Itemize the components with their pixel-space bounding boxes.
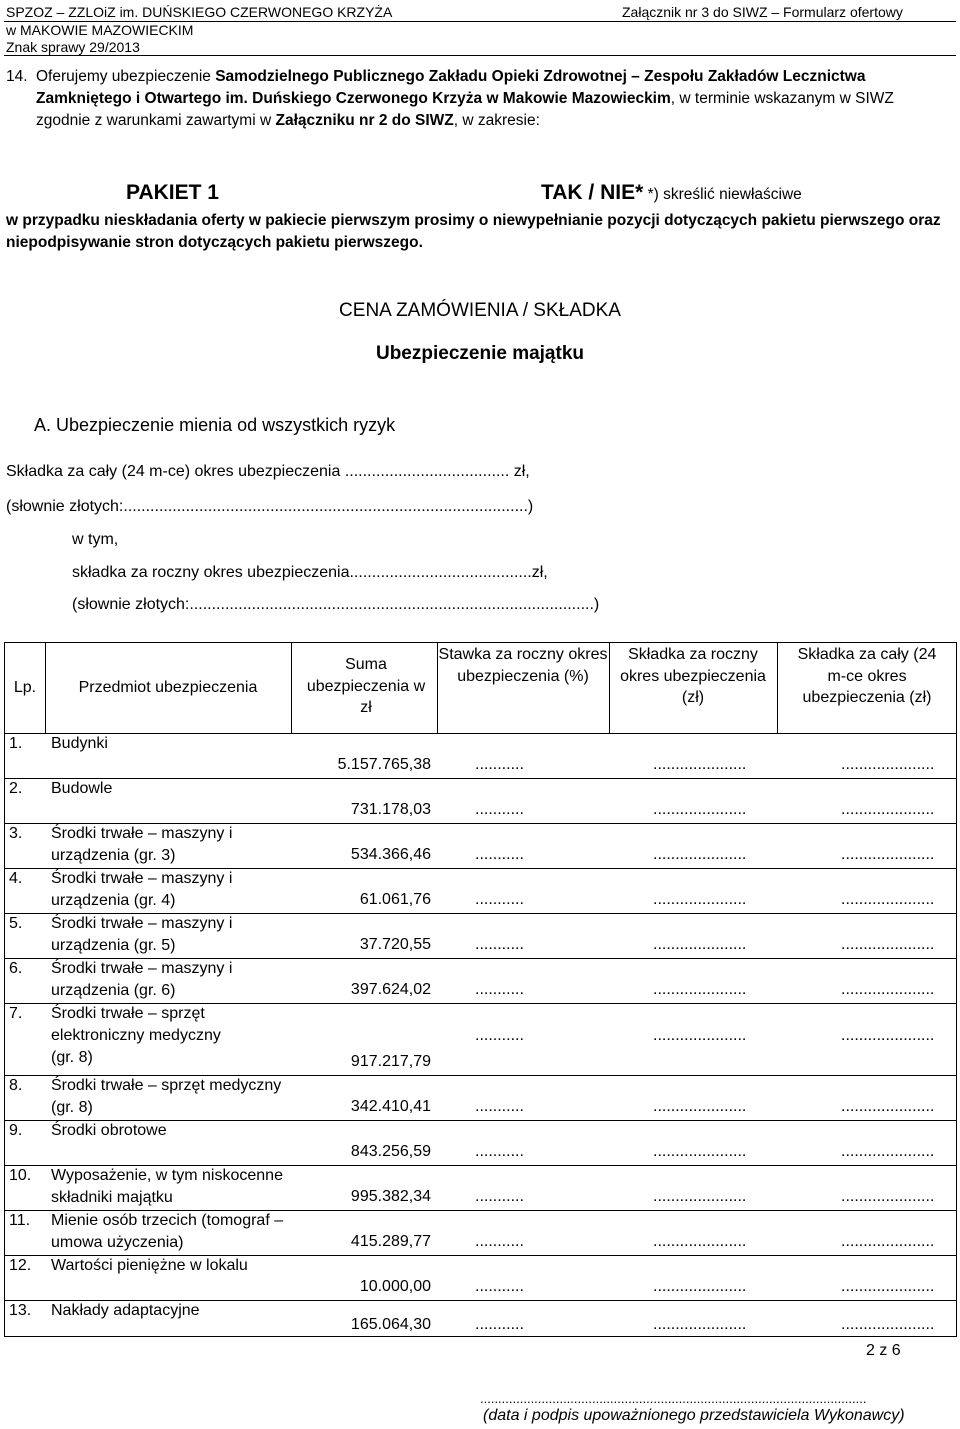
row-subject-line1: Środki trwałe – maszyny i bbox=[51, 870, 233, 887]
row-rate-blank: ........... bbox=[475, 846, 524, 863]
package-warning: w przypadku nieskładania oferty w pakiecie pierwszym prosimy o niewypełnianie pozycji dotyczących pakietu pierwszego oraz niepodpisywanie stron dotyczących pakietu pierwszego. bbox=[6, 212, 941, 251]
row-total-blank: ..................... bbox=[841, 891, 935, 908]
row-rate-blank: ........... bbox=[475, 1143, 524, 1160]
row-subject-line1: Środki trwałe – sprzęt medyczny bbox=[51, 1077, 282, 1094]
row-sum: 415.289,77 bbox=[350, 1233, 431, 1250]
row-sum: 165.064,30 bbox=[350, 1316, 431, 1333]
row-rate-blank: ........... bbox=[475, 801, 524, 818]
row-subject-line1: Budowle bbox=[51, 780, 113, 797]
row-lp: 12. bbox=[9, 1257, 32, 1274]
row-lp: 3. bbox=[9, 825, 23, 842]
row-sum: 61.061,76 bbox=[359, 891, 431, 908]
annual-premium-line: składka za roczny okres ubezpieczenia.........................................zł, bbox=[72, 564, 548, 581]
row-sum: 37.720,55 bbox=[359, 936, 431, 953]
header-annual: Składka za roczny okres ubezpieczenia (zł) bbox=[620, 646, 766, 706]
row-rate-blank: ........... bbox=[475, 891, 524, 908]
row-subject-line2: (gr. 8) bbox=[51, 1099, 93, 1116]
package-choice bbox=[541, 181, 802, 205]
header-sum: Suma ubezpieczenia w zł bbox=[306, 656, 426, 716]
table-row bbox=[5, 1255, 956, 1300]
row-rate-blank: ........... bbox=[475, 1233, 524, 1250]
row-total-blank: ..................... bbox=[841, 1278, 935, 1295]
page-number: 2 z 6 bbox=[866, 1342, 901, 1359]
header-institution: SPZOZ – ZZLOiZ im. DUŃSKIEGO CZERWONEGO KRZYŻA bbox=[6, 4, 393, 20]
offer-intro: 14. Oferujemy ubezpieczenie Samodzielnego Publicznego Zakładu Opieki Zdrowotnej – Zespołu Zakładów Lecznictwa Zamkniętego i Otwartego im. Duńskiego Czerwonego Krzyża w Makowie Mazowieckim, w terminie wskazanym w SIWZ zgodnie z warunkami zawartymi w Załączniku nr 2 do SIWZ, w zakresie: bbox=[6, 68, 894, 129]
table-row bbox=[5, 733, 956, 778]
including-label: w tym, bbox=[72, 531, 119, 548]
row-lp: 9. bbox=[9, 1122, 23, 1139]
table-row bbox=[5, 913, 956, 958]
row-sum: 397.624,02 bbox=[350, 981, 431, 998]
row-rate-blank: ........... bbox=[475, 1098, 524, 1115]
row-subject-line1: Budynki bbox=[51, 735, 108, 752]
row-subject-line2: umowa użyczenia) bbox=[51, 1234, 184, 1251]
table-row bbox=[5, 1210, 956, 1255]
row-subject-line2: urządzenia (gr. 6) bbox=[51, 982, 176, 999]
pricing-title: CENA ZAMÓWIENIA / SKŁADKA bbox=[339, 300, 621, 321]
row-sum: 917.217,79 bbox=[350, 1053, 431, 1070]
row-subject-line1: Wartości pieniężne w lokalu bbox=[51, 1257, 248, 1274]
header-subject: Przedmiot ubezpieczenia bbox=[78, 679, 258, 696]
row-rate-blank: ........... bbox=[475, 981, 524, 998]
row-subject-line2: składniki majątku bbox=[51, 1189, 173, 1206]
row-sum: 843.256,59 bbox=[350, 1143, 431, 1160]
header-attachment: Załącznik nr 3 do SIWZ – Formularz ofertowy bbox=[622, 4, 903, 20]
row-lp: 10. bbox=[9, 1167, 32, 1184]
signature-label: (data i podpis upoważnionego przedstawiciela Wykonawcy) bbox=[483, 1407, 905, 1424]
table-row bbox=[5, 823, 956, 868]
row-annual-blank: ..................... bbox=[653, 1188, 747, 1205]
row-divider bbox=[5, 1300, 956, 1301]
annual-premium-words: (słownie złotych:...........................................................................................) bbox=[72, 596, 600, 613]
row-rate-blank: ........... bbox=[475, 1316, 524, 1333]
row-sum: 10.000,00 bbox=[359, 1278, 431, 1295]
section-a-title: A. Ubezpieczenie mienia od wszystkich ryzyk bbox=[34, 415, 396, 435]
header-rate: Stawka za roczny okres ubezpieczenia (%) bbox=[438, 646, 608, 685]
row-rate-blank: ........... bbox=[475, 756, 524, 773]
signature-line: ........................................................................................................... bbox=[480, 1391, 867, 1406]
row-lp: 4. bbox=[9, 870, 23, 887]
row-total-blank: ..................... bbox=[841, 846, 935, 863]
row-annual-blank: ..................... bbox=[653, 801, 747, 818]
row-lp: 11. bbox=[9, 1212, 31, 1229]
row-divider bbox=[5, 1165, 956, 1166]
row-subject-line2: urządzenia (gr. 5) bbox=[51, 937, 176, 954]
row-lp: 13. bbox=[9, 1302, 32, 1319]
row-total-blank: ..................... bbox=[841, 1143, 935, 1160]
table-row bbox=[5, 868, 956, 913]
row-lp: 5. bbox=[9, 915, 23, 932]
row-subject-line1: Wyposażenie, w tym niskocenne bbox=[51, 1167, 283, 1184]
row-rate-blank: ........... bbox=[475, 1278, 524, 1295]
total-premium-line: Składka za cały (24 m-ce) okres ubezpieczenia ..................................... zł, bbox=[6, 463, 530, 480]
header-lp: Lp. bbox=[13, 679, 37, 696]
row-total-blank: ..................... bbox=[841, 1188, 935, 1205]
row-annual-blank: ..................... bbox=[653, 936, 747, 953]
row-subject-line1: Środki trwałe – maszyny i bbox=[51, 960, 233, 977]
row-subject-line3: (gr. 8) bbox=[51, 1049, 93, 1066]
row-divider bbox=[5, 1120, 956, 1121]
row-subject-line1: Środki trwałe – sprzęt bbox=[51, 1005, 205, 1022]
row-divider bbox=[5, 1255, 956, 1256]
header-divider-bottom bbox=[4, 55, 956, 56]
pricing-subtitle: Ubezpieczenie majątku bbox=[375, 343, 585, 364]
package-title: PAKIET 1 bbox=[126, 181, 219, 204]
header-divider bbox=[4, 21, 956, 22]
row-sum: 534.366,46 bbox=[350, 846, 431, 863]
package-choice-label: TAK / NIE* bbox=[541, 181, 644, 204]
row-rate-blank: ........... bbox=[475, 1027, 524, 1044]
row-total-blank: ..................... bbox=[841, 1027, 935, 1044]
row-divider bbox=[5, 1210, 956, 1211]
row-total-blank: ..................... bbox=[841, 1098, 935, 1115]
row-annual-blank: ..................... bbox=[653, 981, 747, 998]
row-sum: 731.178,03 bbox=[350, 801, 431, 818]
row-subject-line1: Mienie osób trzecich (tomograf – bbox=[51, 1212, 284, 1229]
row-divider bbox=[5, 868, 956, 869]
total-premium-words: (słownie złotych:...........................................................................................) bbox=[6, 498, 534, 515]
table-row bbox=[5, 1120, 956, 1165]
row-total-blank: ..................... bbox=[841, 936, 935, 953]
row-annual-blank: ..................... bbox=[653, 846, 747, 863]
row-divider bbox=[5, 958, 956, 959]
row-divider bbox=[5, 778, 956, 779]
row-lp: 8. bbox=[9, 1077, 23, 1094]
row-total-blank: ..................... bbox=[841, 1233, 935, 1250]
table-row bbox=[5, 1075, 956, 1120]
insurance-table bbox=[4, 642, 957, 1337]
row-annual-blank: ..................... bbox=[653, 1098, 747, 1115]
row-divider bbox=[5, 1003, 956, 1004]
row-annual-blank: ..................... bbox=[653, 1316, 747, 1333]
header-total: Składka za cały (24 m-ce okres ubezpieczenia (zł) bbox=[797, 646, 937, 706]
row-subject-line2: urządzenia (gr. 4) bbox=[51, 892, 176, 909]
row-total-blank: ..................... bbox=[841, 981, 935, 998]
row-annual-blank: ..................... bbox=[653, 1278, 747, 1295]
row-annual-blank: ..................... bbox=[653, 891, 747, 908]
package-choice-note: *) skreślić niewłaściwe bbox=[643, 186, 802, 203]
row-subject-line1: Środki trwałe – maszyny i bbox=[51, 825, 233, 842]
row-lp: 7. bbox=[9, 1005, 23, 1022]
row-total-blank: ..................... bbox=[841, 1316, 935, 1333]
table-row bbox=[5, 1003, 956, 1075]
case-number: Znak sprawy 29/2013 bbox=[6, 39, 140, 55]
row-divider bbox=[5, 823, 956, 824]
table-row bbox=[5, 958, 956, 1003]
row-divider bbox=[5, 1075, 956, 1076]
row-annual-blank: ..................... bbox=[653, 1233, 747, 1250]
row-subject-line1: Środki obrotowe bbox=[51, 1122, 167, 1139]
row-divider bbox=[5, 913, 956, 914]
row-rate-blank: ........... bbox=[475, 1188, 524, 1205]
row-subject-line1: Nakłady adaptacyjne bbox=[51, 1302, 200, 1319]
row-rate-blank: ........... bbox=[475, 936, 524, 953]
intro-number: 14. bbox=[6, 68, 28, 85]
header-location: w MAKOWIE MAZOWIECKIM bbox=[6, 22, 194, 38]
row-annual-blank: ..................... bbox=[653, 1143, 747, 1160]
row-subject-line1: Środki trwałe – maszyny i bbox=[51, 915, 233, 932]
table-row bbox=[5, 1165, 956, 1210]
row-annual-blank: ..................... bbox=[653, 756, 747, 773]
row-sum: 342.410,41 bbox=[350, 1098, 431, 1115]
row-lp: 1. bbox=[9, 735, 23, 752]
row-lp: 6. bbox=[9, 960, 23, 977]
row-sum: 995.382,34 bbox=[350, 1188, 431, 1205]
table-row bbox=[5, 778, 956, 823]
row-lp: 2. bbox=[9, 780, 23, 797]
row-sum: 5.157.765,38 bbox=[337, 756, 431, 773]
row-annual-blank: ..................... bbox=[653, 1027, 747, 1044]
row-total-blank: ..................... bbox=[841, 756, 935, 773]
row-subject-line2: urządzenia (gr. 3) bbox=[51, 847, 176, 864]
row-subject-line2: elektroniczny medyczny bbox=[51, 1027, 221, 1044]
table-row bbox=[5, 1300, 956, 1338]
row-total-blank: ..................... bbox=[841, 801, 935, 818]
